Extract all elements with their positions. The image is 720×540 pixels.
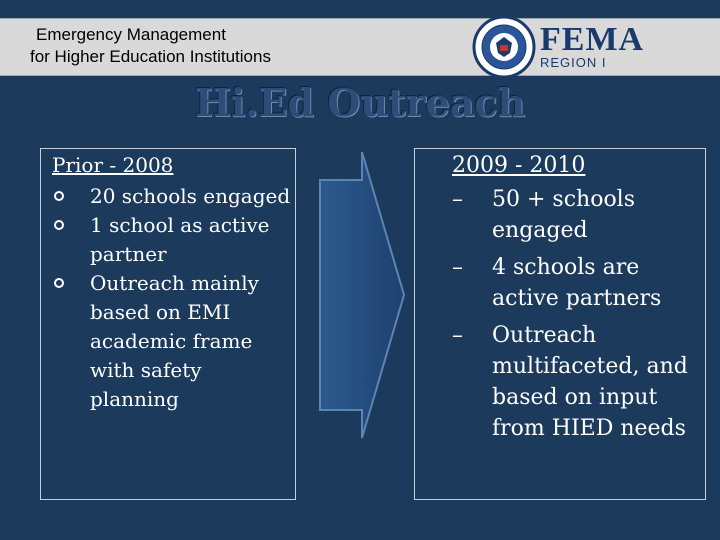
list-item: [452, 184, 704, 246]
header-bar: [0, 18, 720, 76]
circle-bullet-icon: [54, 278, 64, 288]
circle-bullet-icon: [54, 220, 64, 230]
list-item: [52, 182, 292, 211]
list-item: [52, 269, 292, 414]
dash-bullet: –: [452, 323, 463, 348]
dash-bullet: –: [452, 187, 463, 212]
list-item-text: Outreach mainly based on EMI academic frame with safety planning: [90, 271, 259, 411]
right-heading: 2009 - 2010: [452, 153, 586, 178]
right-column: [452, 150, 704, 450]
header-title: [30, 24, 271, 68]
fema-logo: FEMA: [540, 21, 645, 58]
circle-bullet-icon: [54, 191, 64, 201]
header-line-2: for Higher Education Institutions: [30, 47, 271, 66]
list-item-text: 20 schools engaged: [90, 184, 291, 208]
left-column: [52, 150, 292, 414]
list-item-text: Outreach multifaceted, and based on input from HIED needs: [492, 323, 688, 441]
list-item: [52, 211, 292, 269]
list-item: [452, 252, 704, 314]
left-heading: Prior - 2008: [52, 153, 174, 177]
dash-bullet: –: [452, 255, 463, 280]
list-item-text: 50 + schools engaged: [492, 187, 636, 243]
dhs-seal-icon: [472, 15, 536, 79]
list-item-text: 4 schools are active partners: [492, 255, 662, 311]
left-list: [52, 182, 292, 414]
right-list: [452, 184, 704, 444]
header-line-1: Emergency Management: [36, 25, 226, 44]
slide-title: Hi.Ed Outreach: [194, 80, 526, 125]
list-item-text: 1 school as active partner: [90, 213, 270, 266]
region-label: REGION I: [540, 55, 607, 70]
chevron-arrow-icon: [318, 150, 406, 440]
list-item: [452, 320, 704, 444]
